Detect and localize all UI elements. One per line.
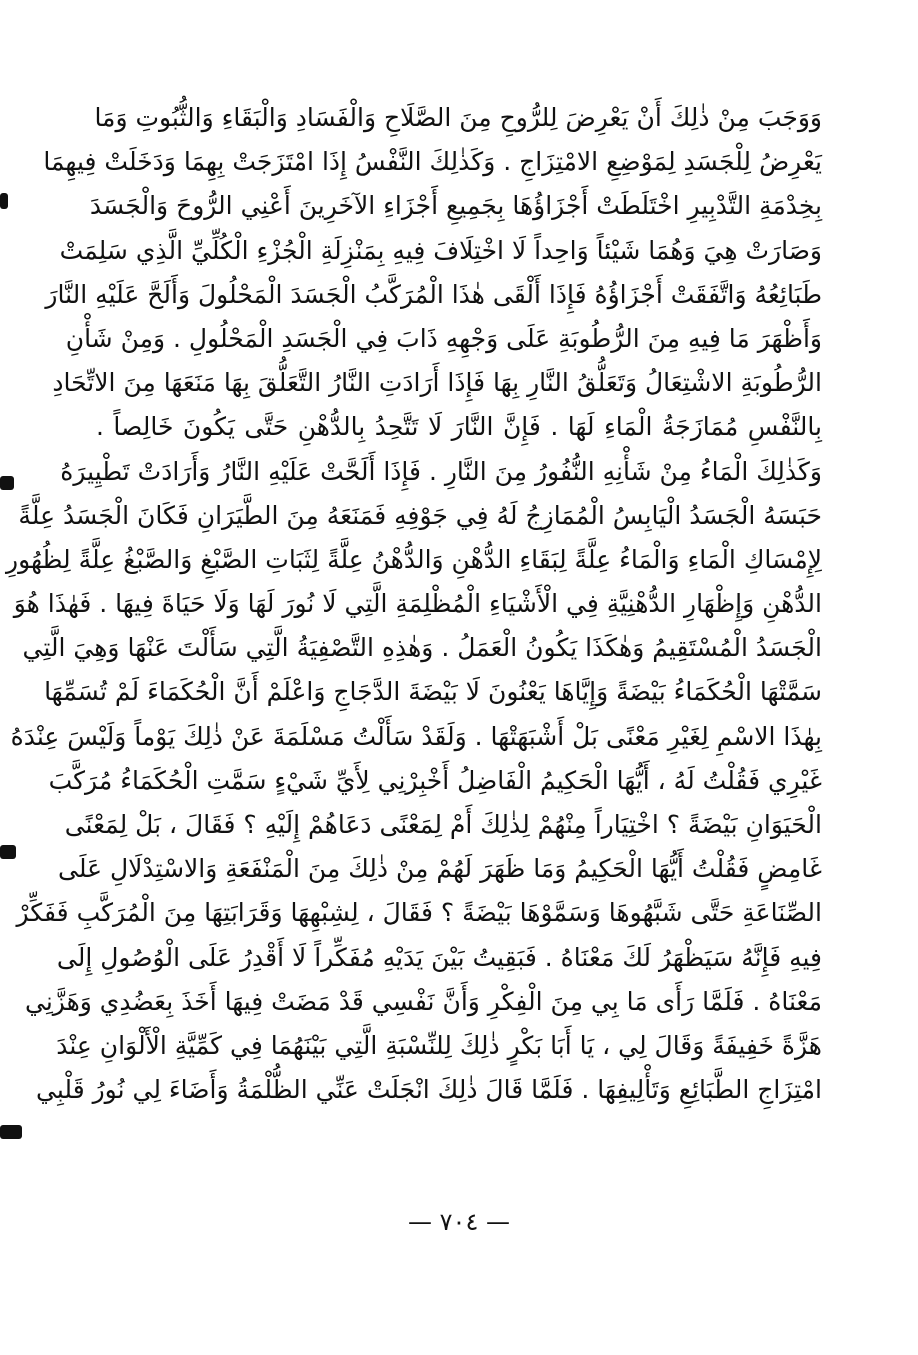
text-line: مَعْنَاهُ . فَلَمَّا رَأَى مَا بِي مِنَ الْفِكْرِ وَأَنَّ نَفْسِي قَدْ مَضَتْ فِيهَا أَخَذَ بِعَضُدِي وَهَزَّنِي	[25, 986, 822, 1016]
body-text	[6, 96, 822, 1112]
text-line: طَبَائِعُهُ وَاتَّفَقَتْ أَجْزَاؤُهُ فَإِذَا أَلْقَى هٰذَا الْمُرَكَّبُ الْجَسَدَ الْمَحْلُولَ وَأَلَحَّ عَلَيْهِ النَّارَ	[45, 279, 822, 309]
text-line: بِالنَّفْسِ مُمَازَجَةُ الْمَاءِ لَهَا . فَإِنَّ النَّارَ لَا تَتَّحِدُ بِالدُّهْنِ حَتَّى يَكُونَ خَالِصاً .	[96, 412, 822, 442]
text-line: سَمَّتْهَا الْحُكَمَاءُ بَيْضَةً وَإِيَّاهَا يَعْنُونَ لَا بَيْضَةَ الدَّجَاجِ وَاعْلَمْ أَنَّ الْحُكَمَاءَ لَمْ تُسَمِّهَا	[44, 677, 822, 707]
text-line: الْجَسَدُ الْمُسْتَقِيمُ وَهٰكَذَا يَكُونُ الْعَمَلُ . وَهٰذِهِ التَّصْفِيَةُ الَّتِي سَأَلْتَ عَنْهَا وَهِيَ الَّتِي	[22, 633, 822, 663]
text-line: بِهٰذَا الاسْمِ لِغَيْرِ مَعْنًى بَلْ أَشْبَهَتْهَا . وَلَقَدْ سَأَلْتُ مَسْلَمَةَ عَنْ ذٰلِكَ يَوْماً وَلَيْسَ عِنْدَهُ	[10, 721, 822, 751]
text-line: الرُّطُوبَةِ الاشْتِعَالُ وَتَعَلُّقُ النَّارِ بِهَا فَإِذَا أَرَادَتِ النَّارُ التَّعَلُّقَ بِهَا مَنَعَهَا مِنَ الاتِّحَادِ	[52, 368, 822, 398]
text-line: هَزَّةً خَفِيفَةً وَقَالَ لِي ، يَا أَبَا بَكْرٍ ذٰلِكَ لِلنِّسْبَةِ الَّتِي بَيْنَهُمَا فِي كَمِّيَّةِ الْأَلْوَانِ عِنْدَ	[56, 1030, 822, 1060]
text-line: الْحَيَوَانِ بَيْضَةً ؟ اخْتِيَاراً مِنْهُمْ لِذٰلِكَ أَمْ لِمَعْنًى دَعَاهُمْ إِلَيْهِ ؟ فَقَالَ ، بَلْ لِمَعْنًى	[64, 810, 822, 839]
text-line: فِيهِ فَإِنَّهُ سَيَظْهَرُ لَكَ مَعْنَاهُ . فَبَقِيتُ بَيْنَ يَدَيْهِ مُفَكِّراً لَا أَقْدِرُ عَلَى الْوُصُولِ إِلَى	[56, 942, 822, 972]
binding-mark	[0, 476, 14, 490]
text-line: غَيْرِي فَقُلْتُ لَهُ ، أَيُّهَا الْحَكِيمُ الْفَاضِلُ أَخْبِرْنِي لِأَيِّ شَيْءٍ سَمَّتِ الْحُكَمَاءُ مُرَكَّبَ	[48, 765, 822, 795]
text-line: بِخِدْمَةِ التَّدْبِيرِ اخْتَلَطَتْ أَجْزَاؤُهَا بِجَمِيعِ أَجْزَاءِ الآخَرِينَ أَعْنِي الرُّوحَ وَالْجَسَدَ	[89, 191, 822, 221]
binding-mark	[0, 1125, 22, 1139]
text-line: وَوَجَبَ مِنْ ذٰلِكَ أَنْ يَعْرِضَ لِلرُّوحِ مِنَ الصَّلَاحِ وَالْفَسَادِ وَالْبَقَاءِ وَالثُّبُوتِ وَمَا	[94, 103, 822, 132]
text-line: الدُّهْنِ وَإِظْهَارِ الدُّهْنِيَّةِ فِي الْأَشْيَاءِ الْمُظْلِمَةِ الَّتِي لَا نُورَ لَهَا وَلَا حَيَاةَ فِيهَا . فَهٰذَا هُوَ	[13, 589, 822, 619]
text-line: امْتِزَاجِ الطَّبَائِعِ وَتَأْلِيفِهَا . فَلَمَّا قَالَ ذٰلِكَ انْجَلَتْ عَنِّي الظُّلْمَةُ وَأَضَاءَ لِي نُورُ قَلْبِي	[36, 1075, 822, 1105]
text-line: وَكَذٰلِكَ الْمَاءُ مِنْ شَأْنِهِ النُّفُورُ مِنَ النَّارِ . فَإِذَا أَلَحَّتْ عَلَيْهِ النَّارُ وَأَرَادَتْ تَطْيِيرَهُ	[60, 456, 822, 486]
text-line: وَصَارَتْ هِيَ وَهُمَا شَيْئاً وَاحِداً لَا اخْتِلَافَ فِيهِ بِمَنْزِلَةِ الْجُزْءِ الْكُلِّيِّ الَّذِي سَلِمَتْ	[59, 235, 822, 265]
text-line: غَامِضٍ فَقُلْتُ أَيُّهَا الْحَكِيمُ وَمَا ظَهَرَ لَهُمْ مِنْ ذٰلِكَ مِنَ الْمَنْفَعَةِ وَالاسْتِدْلَالِ عَلَى	[58, 854, 822, 884]
text-line: يَعْرِضُ لِلْجَسَدِ لِمَوْضِعِ الامْتِزَاجِ . وَكَذٰلِكَ النَّفْسُ إِذَا امْتَزَجَتْ بِهِمَا وَدَخَلَتْ فِيهِمَا	[43, 147, 822, 177]
text-line: وَأَظْهَرَ مَا فِيهِ مِنَ الرُّطُوبَةِ عَلَى وَجْهِهِ ذَابَ فِي الْجَسَدِ الْمَحْلُولِ . وَمِنْ شَأْنِ	[65, 323, 822, 353]
text-line: الصِّنَاعَةِ حَتَّى شَبَّهُوهَا وَسَمَّوْهَا بَيْضَةً ؟ فَقَالَ ، لِشِبْهِهَا وَقَرَابَتِهَا مِنَ الْمُرَكَّبِ فَفَكِّرْ	[16, 898, 822, 928]
page-number: — ٧٠٤ —	[408, 1208, 510, 1236]
binding-mark	[0, 193, 8, 209]
text-line: حَبَسَهُ الْجَسَدُ الْيَابِسُ الْمُمَازِجُ لَهُ فِي جَوْفِهِ فَمَنَعَهُ مِنَ الطَّيَرَانِ فَكَانَ الْجَسَدُ عِلَّةً	[18, 500, 822, 530]
binding-mark	[0, 845, 16, 859]
text-line: لِإِمْسَاكِ الْمَاءِ وَالْمَاءُ عِلَّةً لِبَقَاءِ الدُّهْنِ وَالدُّهْنُ عِلَّةً لِثَبَاتِ الصَّبْغِ وَالصَّبْغُ عِلَّةً لِظُهُورِ	[6, 544, 822, 574]
